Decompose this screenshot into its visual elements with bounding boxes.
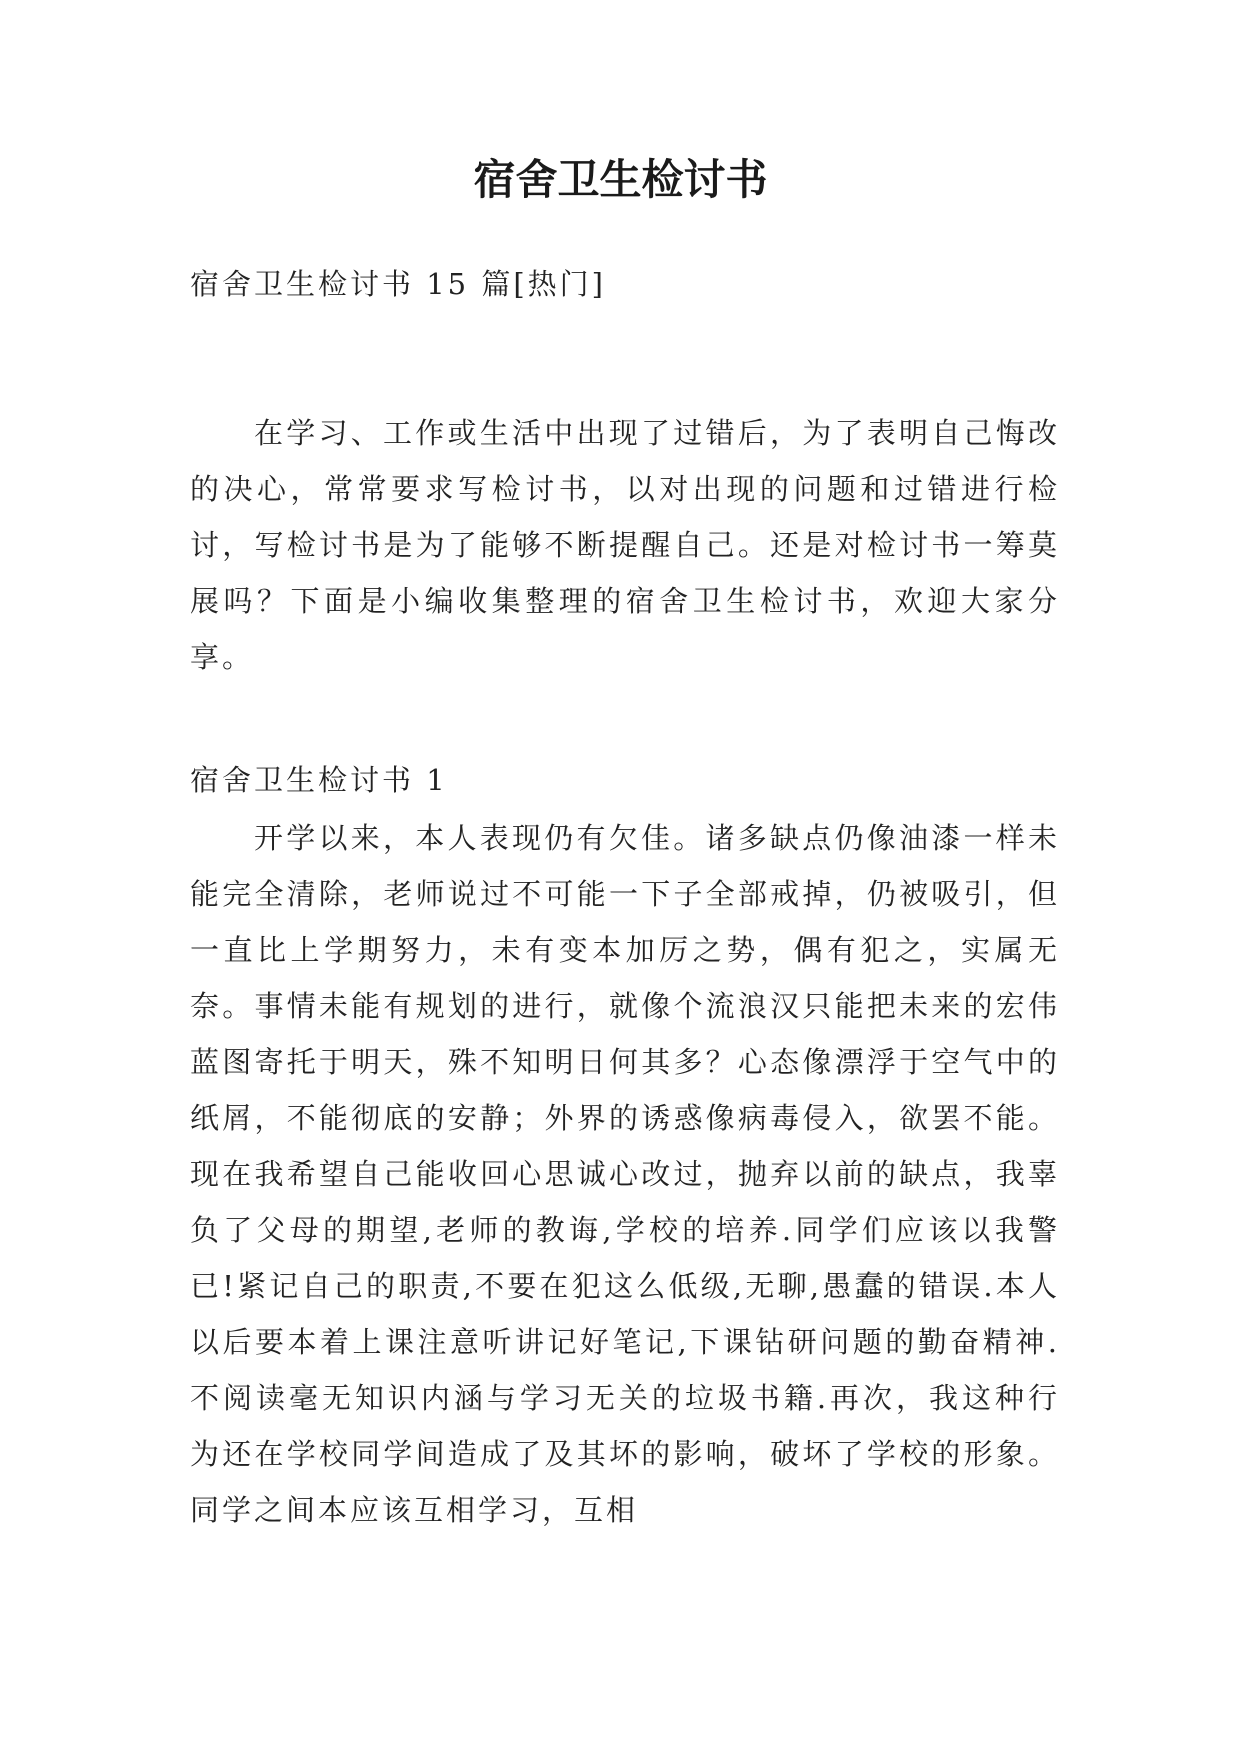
section-heading: 宿舍卫生检讨书 1: [190, 763, 448, 797]
document-subtitle: 宿舍卫生检讨书 15 篇[热门]: [190, 267, 606, 301]
intro-paragraph: 在学习、工作或生活中出现了过错后，为了表明自己悔改的决心，常常要求写检讨书，以对出现的问题和过错进行检讨，写检讨书是为了能够不断提醒自己。还是对检讨书一筹莫展吗？下面是小编收集整理的宿舍卫生检讨书，欢迎大家分享。: [190, 416, 1060, 674]
section-body-paragraph: 开学以来，本人表现仍有欠佳。诸多缺点仍像油漆一样未能完全清除，老师说过不可能一下子全部戒掉，仍被吸引，但一直比上学期努力，未有变本加厉之势，偶有犯之，实属无奈。事情未能有规划的进行，就像个流浪汉只能把未来的宏伟蓝图寄托于明天，殊不知明日何其多？心态像漂浮于空气中的纸屑，不能彻底的安静；外界的诱惑像病毒侵入，欲罢不能。现在我希望自己能收回心思诚心改过，抛弃以前的缺点，我辜负了父母的期望,老师的教诲,学校的培养.同学们应该以我警已!紧记自己的职责,不要在犯这么低级,无聊,愚蠢的错误.本人以后要本着上课注意听讲记好笔记,下课钻研问题的勤奋精神.不阅读毫无知识内涵与学习无关的垃圾书籍.再次，我这种行为还在学校同学间造成了及其坏的影响，破坏了学校的形象。同学之间本应该互相学习，互相: [190, 821, 1060, 1527]
document-title: 宿舍卫生检讨书: [473, 155, 768, 204]
